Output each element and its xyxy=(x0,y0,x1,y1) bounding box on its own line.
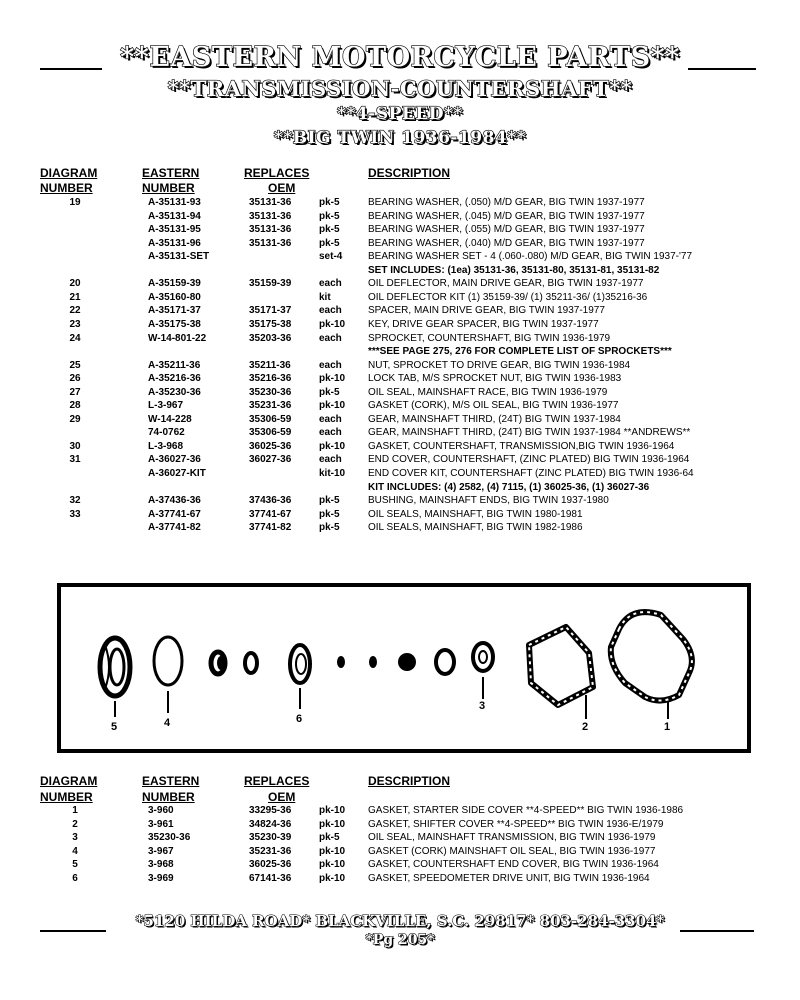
description-cell: GASKET, COUNTERSHAFT END COVER, BIG TWIN 1936-1964 xyxy=(368,859,659,870)
description-cell: BEARING WASHER, (.050) M/D GEAR, BIG TWIN 1937-1977 xyxy=(368,197,645,208)
diagram-number-cell: 19 xyxy=(69,197,81,208)
oem-number-cell: 37741-67 xyxy=(249,508,292,520)
unit-cell: each xyxy=(319,332,342,344)
footer-address: *5120 HILDA ROAD* BLACKVILLE, S.C. 29817* 803-284-3304* xyxy=(135,912,665,930)
eastern-number-cell: L-3-968 xyxy=(148,440,184,452)
title-rule-right xyxy=(688,68,756,70)
table-row xyxy=(0,224,800,238)
oem-number-cell: 35231-36 xyxy=(249,400,292,412)
oem-number-cell: 35131-36 xyxy=(249,210,292,222)
table-row xyxy=(0,211,800,225)
col-eastern: EASTERN xyxy=(142,774,200,788)
col-diagram: DIAGRAM xyxy=(40,166,98,180)
callout-6: 6 xyxy=(296,713,303,725)
table-row xyxy=(0,373,800,387)
unit-cell: kit-10 xyxy=(319,468,346,479)
eastern-number-cell: A-35230-36 xyxy=(148,386,201,398)
unit-cell: pk-5 xyxy=(319,386,340,398)
eastern-number-cell: A-35175-38 xyxy=(148,318,201,330)
description-cell: SPROCKET, COUNTERSHAFT, BIG TWIN 1936-1979 xyxy=(368,332,611,344)
callout-5: 5 xyxy=(111,721,118,733)
table-row xyxy=(0,387,800,401)
table-row xyxy=(0,859,800,873)
unit-cell: pk-5 xyxy=(319,522,340,534)
eastern-number-cell: 3-969 xyxy=(148,872,174,884)
oem-number-cell: 35230-36 xyxy=(249,386,292,398)
eastern-number-cell: 3-961 xyxy=(148,818,174,830)
unit-cell: pk-5 xyxy=(319,197,340,208)
eastern-number-cell: A-35131-95 xyxy=(148,224,201,236)
eastern-number-cell: A-35131-94 xyxy=(148,210,201,222)
description-cell: BEARING WASHER SET - 4 (.060-.080) M/D GEAR, BIG TWIN 1937-'77 xyxy=(368,251,693,263)
eastern-number-cell: 74-0762 xyxy=(148,427,185,439)
table-row xyxy=(0,495,800,509)
eastern-number-cell: A-35131-96 xyxy=(148,237,201,249)
description-cell: SPACER, MAIN DRIVE GEAR, BIG TWIN 1937-1977 xyxy=(368,305,605,317)
description-cell: GASKET, SPEEDOMETER DRIVE UNIT, BIG TWIN 1936-1964 xyxy=(368,872,650,884)
table-row xyxy=(0,468,800,482)
oem-number-cell: 35306-59 xyxy=(249,427,292,439)
table-row xyxy=(0,427,800,441)
eastern-number-cell: A-35159-39 xyxy=(148,278,201,290)
eastern-number-cell: A-36027-KIT xyxy=(148,468,206,479)
unit-cell: pk-5 xyxy=(319,210,340,222)
oem-number-cell: 35203-36 xyxy=(249,332,292,344)
table-row xyxy=(0,292,800,306)
unit-cell: kit xyxy=(319,291,331,303)
col-diagram-number: NUMBER xyxy=(40,181,93,195)
unit-cell: each xyxy=(319,305,342,317)
table-row xyxy=(0,509,800,523)
unit-cell: pk-5 xyxy=(319,495,340,507)
unit-cell: pk-10 xyxy=(319,859,346,870)
description-cell: GASKET, COUNTERSHAFT, TRANSMISSION,BIG TWIN 1936-1964 xyxy=(368,440,675,452)
diagram-number-cell: 26 xyxy=(69,373,81,385)
model-range-title: **BIG TWIN 1936-1984** xyxy=(273,128,527,148)
callout-1: 1 xyxy=(664,721,671,733)
col-eastern: EASTERN xyxy=(142,166,200,180)
col-eastern-number: NUMBER xyxy=(142,790,195,804)
description-cell: OIL SEAL, MAINSHAFT RACE, BIG TWIN 1936-1979 xyxy=(368,386,608,398)
unit-cell: pk-10 xyxy=(319,373,346,385)
description-cell: BEARING WASHER, (.040) M/D GEAR, BIG TWIN 1937-1977 xyxy=(368,237,645,249)
table-row xyxy=(0,441,800,455)
oem-number-cell: 35159-39 xyxy=(249,278,292,290)
eastern-number-cell: 3-967 xyxy=(148,845,174,857)
table-row xyxy=(0,482,800,496)
description-cell: GASKET, STARTER SIDE COVER **4-SPEED** BIG TWIN 1936-1986 xyxy=(368,805,684,816)
diagram-number-cell: 6 xyxy=(72,872,78,884)
subsection-title: **4-SPEED** xyxy=(337,104,463,124)
description-cell: BUSHING, MAINSHAFT ENDS, BIG TWIN 1937-1980 xyxy=(368,495,609,507)
diagram-number-cell: 23 xyxy=(69,318,81,330)
unit-cell: pk-10 xyxy=(319,400,346,412)
description-cell: LOCK TAB, M/S SPROCKET NUT, BIG TWIN 1936-1983 xyxy=(368,373,622,385)
description-cell: KEY, DRIVE GEAR SPACER, BIG TWIN 1937-1977 xyxy=(368,318,599,330)
unit-cell: pk-10 xyxy=(319,845,346,857)
diagram-number-cell: 20 xyxy=(69,278,81,290)
section-title: **TRANSMISSION-COUNTERSHAFT** xyxy=(167,76,633,101)
table-row xyxy=(0,238,800,252)
table-row xyxy=(0,414,800,428)
description-cell: OIL SEAL, MAINSHAFT TRANSMISSION, BIG TWIN 1936-1979 xyxy=(368,832,656,843)
col-diagram-number: NUMBER xyxy=(40,790,93,804)
description-cell: GEAR, MAINSHAFT THIRD, (24T) BIG TWIN 1937-1984 **ANDREWS** xyxy=(368,427,691,439)
eastern-number-cell: A-37741-67 xyxy=(148,508,201,520)
description-cell: BEARING WASHER, (.045) M/D GEAR, BIG TWIN 1937-1977 xyxy=(368,210,645,222)
description-cell: SET INCLUDES: (1ea) 35131-36, 35131-80, 35131-81, 35131-82 xyxy=(368,264,660,276)
col-eastern-number: NUMBER xyxy=(142,181,195,195)
eastern-number-cell: W-14-801-22 xyxy=(148,332,207,344)
diagram-number-cell: 1 xyxy=(72,805,78,816)
col-oem: OEM xyxy=(268,790,296,804)
description-cell: KIT INCLUDES: (4) 2582, (4) 7115, (1) 36025-36, (1) 36027-36 xyxy=(368,481,650,493)
callout-2: 2 xyxy=(582,721,589,733)
eastern-number-cell: 35230-36 xyxy=(148,832,191,843)
diagram-number-cell: 33 xyxy=(69,508,81,520)
unit-cell: each xyxy=(319,359,342,371)
description-cell: OIL DEFLECTOR KIT (1) 35159-39/ (1) 35211-36/ (1)35216-36 xyxy=(368,291,648,303)
table-row xyxy=(0,846,800,860)
eastern-number-cell: A-35160-80 xyxy=(148,291,201,303)
unit-cell: pk-5 xyxy=(319,508,340,520)
oem-number-cell: 34824-36 xyxy=(249,818,292,830)
diagram-number-cell: 22 xyxy=(69,305,81,317)
oem-number-cell: 35175-38 xyxy=(249,318,292,330)
col-description: DESCRIPTION xyxy=(368,166,451,180)
table-row xyxy=(0,346,800,360)
diagram-number-cell: 30 xyxy=(69,440,81,452)
table-row xyxy=(0,873,800,887)
col-oem: OEM xyxy=(268,181,296,195)
unit-cell: each xyxy=(319,413,342,425)
oem-number-cell: 35131-36 xyxy=(249,224,292,236)
diagram-number-cell: 24 xyxy=(69,332,81,344)
callout-3: 3 xyxy=(479,700,486,712)
eastern-number-cell: L-3-967 xyxy=(148,400,184,412)
parts-diagram xyxy=(57,583,751,753)
unit-cell: pk-10 xyxy=(319,818,346,830)
unit-cell: each xyxy=(319,427,342,439)
oem-number-cell: 35231-36 xyxy=(249,845,292,857)
eastern-number-cell: 3-968 xyxy=(148,859,174,870)
unit-cell: pk-10 xyxy=(319,440,346,452)
callout-4: 4 xyxy=(164,717,171,729)
table-row xyxy=(0,400,800,414)
unit-cell: pk-5 xyxy=(319,832,340,843)
eastern-number-cell: A-35131-SET xyxy=(148,251,210,263)
oem-number-cell: 35131-36 xyxy=(249,197,292,208)
description-cell: NUT, SPROCKET TO DRIVE GEAR, BIG TWIN 1936-1984 xyxy=(368,359,631,371)
col-replaces: REPLACES xyxy=(244,166,310,180)
table-row xyxy=(0,805,800,819)
unit-cell: each xyxy=(319,454,342,466)
table-row xyxy=(0,251,800,265)
eastern-number-cell: A-35131-93 xyxy=(148,197,201,208)
table-row xyxy=(0,305,800,319)
company-title: **EASTERN MOTORCYCLE PARTS** xyxy=(120,42,680,73)
oem-number-cell: 67141-36 xyxy=(249,872,292,884)
description-cell: OIL SEALS, MAINSHAFT, BIG TWIN 1982-1986 xyxy=(368,522,583,534)
oem-number-cell: 35131-36 xyxy=(249,237,292,249)
oem-number-cell: 36027-36 xyxy=(249,454,292,466)
unit-cell: pk-10 xyxy=(319,872,346,884)
diagram-number-cell: 28 xyxy=(69,400,81,412)
eastern-number-cell: A-35216-36 xyxy=(148,373,201,385)
oem-number-cell: 36025-36 xyxy=(249,440,292,452)
diagram-number-cell: 32 xyxy=(69,495,81,507)
oem-number-cell: 35306-59 xyxy=(249,413,292,425)
eastern-number-cell: A-36027-36 xyxy=(148,454,201,466)
oem-number-cell: 37436-36 xyxy=(249,495,292,507)
diagram-number-cell: 31 xyxy=(69,454,81,466)
eastern-number-cell: 3-960 xyxy=(148,805,174,816)
table-row xyxy=(0,454,800,468)
oem-number-cell: 33295-36 xyxy=(249,805,292,816)
diagram-number-cell: 21 xyxy=(69,291,81,303)
part-5-seal-drawing xyxy=(100,638,130,696)
oem-number-cell: 35171-37 xyxy=(249,305,292,317)
page-number: *Pg 205* xyxy=(365,932,435,948)
diagram-number-cell: 2 xyxy=(72,818,78,830)
description-cell: OIL DEFLECTOR, MAIN DRIVE GEAR, BIG TWIN 1937-1977 xyxy=(368,278,644,290)
oem-number-cell: 35230-39 xyxy=(249,832,292,843)
col-replaces: REPLACES xyxy=(244,774,310,788)
eastern-number-cell: A-37436-36 xyxy=(148,495,201,507)
description-cell: END COVER KIT, COUNTERSHAFT (ZINC PLATED) BIG TWIN 1936-64 xyxy=(368,468,694,479)
description-cell: END COVER, COUNTERSHAFT, (ZINC PLATED) BIG TWIN 1936-1964 xyxy=(368,454,690,466)
table-row xyxy=(0,319,800,333)
table-row xyxy=(0,333,800,347)
description-cell: ***SEE PAGE 275, 276 FOR COMPLETE LIST OF SPROCKETS*** xyxy=(368,346,672,358)
eastern-number-cell: A-37741-82 xyxy=(148,522,201,534)
unit-cell: set-4 xyxy=(319,251,343,263)
table-row xyxy=(0,522,800,536)
table-row xyxy=(0,832,800,846)
oem-number-cell: 36025-36 xyxy=(249,859,292,870)
eastern-number-cell: A-35211-36 xyxy=(148,359,201,371)
eastern-number-cell: A-35171-37 xyxy=(148,305,201,317)
description-cell: GASKET (CORK) MAINSHAFT OIL SEAL, BIG TWIN 1936-1977 xyxy=(368,845,656,857)
description-cell: OIL SEALS, MAINSHAFT, BIG TWIN 1980-1981 xyxy=(368,508,583,520)
description-cell: GASKET (CORK), M/S OIL SEAL, BIG TWIN 1936-1977 xyxy=(368,400,619,412)
title-rule-left xyxy=(40,68,102,70)
diagram-number-cell: 27 xyxy=(69,386,81,398)
table-row xyxy=(0,265,800,279)
diagram-number-cell: 5 xyxy=(72,859,78,870)
oem-number-cell: 37741-82 xyxy=(249,522,292,534)
unit-cell: pk-5 xyxy=(319,237,340,249)
table-row xyxy=(0,197,800,211)
oem-number-cell: 35216-36 xyxy=(249,373,292,385)
table-row xyxy=(0,819,800,833)
table-row xyxy=(0,278,800,292)
description-cell: GASKET, SHIFTER COVER **4-SPEED** BIG TWIN 1936-E/1979 xyxy=(368,818,664,830)
unit-cell: pk-5 xyxy=(319,224,340,236)
oem-number-cell: 35211-36 xyxy=(249,359,291,371)
unit-cell: pk-10 xyxy=(319,318,346,330)
diagram-number-cell: 3 xyxy=(72,832,78,843)
unit-cell: each xyxy=(319,278,342,290)
description-cell: BEARING WASHER, (.055) M/D GEAR, BIG TWIN 1937-1977 xyxy=(368,224,645,236)
diagram-number-cell: 29 xyxy=(69,413,81,425)
col-description: DESCRIPTION xyxy=(368,774,451,788)
table-row xyxy=(0,360,800,374)
diagram-number-cell: 25 xyxy=(69,359,81,371)
unit-cell: pk-10 xyxy=(319,805,346,816)
col-diagram: DIAGRAM xyxy=(40,774,98,788)
eastern-number-cell: W-14-228 xyxy=(148,413,192,425)
diagram-number-cell: 4 xyxy=(72,845,78,857)
description-cell: GEAR, MAINSHAFT THIRD, (24T) BIG TWIN 1937-1984 xyxy=(368,413,621,425)
